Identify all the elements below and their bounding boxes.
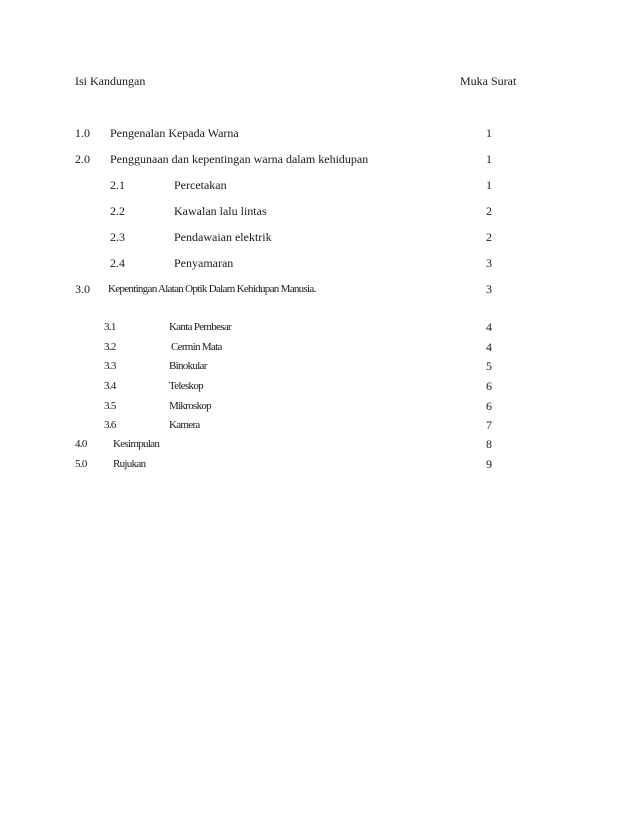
entry-number: 2.1 (110, 178, 125, 192)
page-column-heading: Muka Surat (460, 74, 517, 88)
entry-number: 2.2 (110, 204, 125, 218)
entry-page: 1 (486, 126, 492, 140)
entry-title: Kamera (169, 419, 200, 431)
entry-number: 5.0 (75, 458, 87, 470)
entry-number: 3.1 (104, 321, 116, 333)
entry-number: 1.0 (75, 126, 90, 140)
entry-title: Mikroskop (169, 400, 211, 412)
entry-page: 7 (486, 418, 492, 432)
entry-title: Penyamaran (174, 256, 234, 270)
entry-title: Pendawaian elektrik (174, 230, 272, 244)
entry-title: Kepentingan Alatan Optik Dalam Kehidupan Manusia. (108, 283, 316, 295)
entry-title: Binokular (169, 360, 207, 372)
entry-page: 5 (486, 359, 492, 373)
entry-number: 3.4 (104, 380, 116, 392)
entry-page: 2 (486, 230, 492, 244)
entry-title: Kawalan lalu lintas (174, 204, 267, 218)
entry-number: 3.6 (104, 419, 116, 431)
toc-heading: Isi Kandungan (75, 74, 146, 88)
entry-page: 4 (486, 320, 492, 334)
entry-title: Kanta Pembesar (169, 321, 231, 333)
entry-number: 3.2 (104, 341, 116, 353)
entry-title: Kesimpulan (113, 438, 160, 450)
entry-number: 2.3 (110, 230, 125, 244)
entry-number: 3.5 (104, 400, 116, 412)
entry-number: 2.4 (110, 256, 125, 270)
entry-page: 8 (486, 437, 492, 451)
entry-title: Cermin Mata (171, 341, 222, 353)
entry-page: 6 (486, 399, 492, 413)
entry-page: 2 (486, 204, 492, 218)
entry-page: 3 (486, 282, 492, 296)
entry-page: 3 (486, 256, 492, 270)
entry-title: Percetakan (174, 178, 227, 192)
entry-number: 2.0 (75, 152, 90, 166)
entry-page: 9 (486, 457, 492, 471)
entry-number: 3.0 (75, 282, 90, 296)
entry-page: 1 (486, 152, 492, 166)
entry-title: Teleskop (169, 380, 203, 392)
entry-page: 6 (486, 379, 492, 393)
entry-page: 1 (486, 178, 492, 192)
entry-title: Pengenalan Kepada Warna (110, 126, 239, 140)
entry-page: 4 (486, 340, 492, 354)
entry-title: Penggunaan dan kepentingan warna dalam kehidupan (110, 152, 369, 166)
entry-number: 3.3 (104, 360, 116, 372)
entry-title: Rujukan (113, 458, 146, 470)
entry-number: 4.0 (75, 438, 87, 450)
